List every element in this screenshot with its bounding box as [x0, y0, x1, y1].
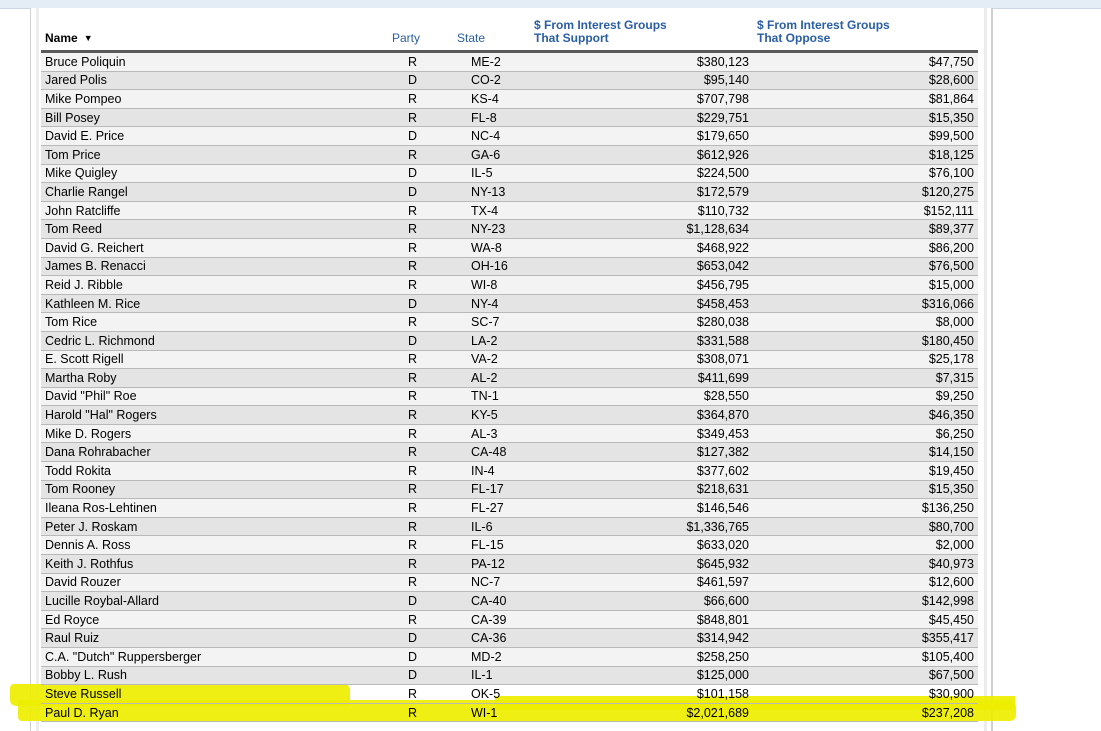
party-cell: R	[388, 257, 453, 276]
party-cell: R	[388, 443, 453, 462]
state-cell: AL-2	[453, 369, 530, 388]
state-cell: NC-7	[453, 573, 530, 592]
table-row	[41, 108, 978, 127]
support-amount-cell: $612,926	[530, 145, 753, 164]
table-row	[41, 71, 978, 90]
oppose-amount-cell: $15,000	[753, 276, 978, 295]
oppose-amount-cell: $6,250	[753, 424, 978, 443]
support-amount-cell: $179,650	[530, 127, 753, 146]
party-cell: R	[388, 108, 453, 127]
table-row	[41, 220, 978, 239]
table-row	[41, 536, 978, 555]
state-cell: IL-6	[453, 517, 530, 536]
table-row	[41, 52, 978, 72]
name-cell[interactable]: Bobby L. Rush	[41, 666, 388, 685]
column-header-name-label: Name	[45, 31, 78, 45]
oppose-amount-cell: $136,250	[753, 499, 978, 518]
oppose-amount-cell: $19,450	[753, 462, 978, 481]
oppose-amount-cell: $152,111	[753, 201, 978, 220]
state-cell: NC-4	[453, 127, 530, 146]
state-cell: FL-15	[453, 536, 530, 555]
column-header-support[interactable]	[530, 8, 753, 52]
table-row	[41, 424, 978, 443]
oppose-amount-cell: $180,450	[753, 331, 978, 350]
support-amount-cell: $380,123	[530, 52, 753, 72]
state-cell: VA-2	[453, 350, 530, 369]
table-row	[41, 164, 978, 183]
name-cell[interactable]: Dana Rohrabacher	[41, 443, 388, 462]
support-amount-cell: $411,699	[530, 369, 753, 388]
state-cell: WA-8	[453, 238, 530, 257]
name-cell[interactable]: Mike Pompeo	[41, 90, 388, 109]
table-row	[41, 145, 978, 164]
name-cell[interactable]: Ed Royce	[41, 610, 388, 629]
name-cell[interactable]: James B. Renacci	[41, 257, 388, 276]
column-header-state[interactable]	[453, 8, 530, 52]
support-amount-cell: $146,546	[530, 499, 753, 518]
party-cell: R	[388, 536, 453, 555]
column-header-party[interactable]	[388, 8, 453, 52]
support-amount-cell: $633,020	[530, 536, 753, 555]
support-amount-cell: $645,932	[530, 555, 753, 574]
oppose-amount-cell: $30,900	[753, 685, 978, 704]
name-cell[interactable]: Charlie Rangel	[41, 183, 388, 202]
table-row	[41, 406, 978, 425]
support-amount-cell: $848,801	[530, 610, 753, 629]
oppose-amount-cell: $9,250	[753, 387, 978, 406]
name-cell[interactable]: Tom Reed	[41, 220, 388, 239]
table-row	[41, 294, 978, 313]
support-amount-cell: $468,922	[530, 238, 753, 257]
oppose-amount-cell: $2,000	[753, 536, 978, 555]
table-row	[41, 90, 978, 109]
party-cell: R	[388, 573, 453, 592]
party-cell: R	[388, 238, 453, 257]
oppose-amount-cell: $105,400	[753, 648, 978, 667]
table-row	[41, 331, 978, 350]
state-cell: IN-4	[453, 462, 530, 481]
oppose-amount-cell: $99,500	[753, 127, 978, 146]
support-amount-cell: $707,798	[530, 90, 753, 109]
oppose-amount-cell: $7,315	[753, 369, 978, 388]
oppose-amount-cell: $237,208	[753, 703, 978, 722]
table-row	[41, 480, 978, 499]
table-row	[41, 648, 978, 667]
state-cell: ME-2	[453, 52, 530, 72]
name-cell[interactable]: Raul Ruiz	[41, 629, 388, 648]
oppose-amount-cell: $67,500	[753, 666, 978, 685]
party-cell: R	[388, 424, 453, 443]
name-cell[interactable]: Tom Rice	[41, 313, 388, 332]
oppose-amount-cell: $120,275	[753, 183, 978, 202]
name-cell[interactable]: David "Phil" Roe	[41, 387, 388, 406]
table-row	[41, 127, 978, 146]
party-cell: R	[388, 350, 453, 369]
oppose-amount-cell: $142,998	[753, 592, 978, 611]
oppose-amount-cell: $47,750	[753, 52, 978, 72]
oppose-amount-cell: $355,417	[753, 629, 978, 648]
state-cell: OK-5	[453, 685, 530, 704]
party-cell: R	[388, 220, 453, 239]
table-row	[41, 592, 978, 611]
table-row	[41, 387, 978, 406]
party-cell: R	[388, 387, 453, 406]
column-header-oppose-line1: $ From Interest Groups	[757, 18, 890, 32]
state-cell: NY-4	[453, 294, 530, 313]
table-row	[41, 517, 978, 536]
table-row	[41, 555, 978, 574]
column-header-oppose[interactable]	[753, 8, 978, 52]
oppose-amount-cell: $15,350	[753, 480, 978, 499]
oppose-amount-cell: $28,600	[753, 71, 978, 90]
name-cell[interactable]: C.A. "Dutch" Ruppersberger	[41, 648, 388, 667]
table-row	[41, 666, 978, 685]
table-row	[41, 685, 978, 704]
party-cell: R	[388, 555, 453, 574]
party-cell: D	[388, 592, 453, 611]
state-cell: PA-12	[453, 555, 530, 574]
party-cell: D	[388, 666, 453, 685]
name-cell[interactable]: E. Scott Rigell	[41, 350, 388, 369]
state-cell: FL-27	[453, 499, 530, 518]
party-cell: R	[388, 685, 453, 704]
table-body	[41, 52, 978, 722]
name-cell[interactable]: David G. Reichert	[41, 238, 388, 257]
party-cell: R	[388, 406, 453, 425]
support-amount-cell: $280,038	[530, 313, 753, 332]
support-amount-cell: $218,631	[530, 480, 753, 499]
state-cell: TX-4	[453, 201, 530, 220]
party-cell: D	[388, 294, 453, 313]
name-cell[interactable]: Todd Rokita	[41, 462, 388, 481]
oppose-amount-cell: $76,100	[753, 164, 978, 183]
table-row	[41, 369, 978, 388]
party-cell: R	[388, 313, 453, 332]
name-cell[interactable]: Kathleen M. Rice	[41, 294, 388, 313]
table-row	[41, 257, 978, 276]
oppose-amount-cell: $76,500	[753, 257, 978, 276]
oppose-amount-cell: $81,864	[753, 90, 978, 109]
oppose-amount-cell: $15,350	[753, 108, 978, 127]
oppose-amount-cell: $45,450	[753, 610, 978, 629]
name-cell[interactable]: Mike D. Rogers	[41, 424, 388, 443]
support-amount-cell: $349,453	[530, 424, 753, 443]
oppose-amount-cell: $12,600	[753, 573, 978, 592]
state-cell: OH-16	[453, 257, 530, 276]
party-cell: R	[388, 201, 453, 220]
table-row	[41, 276, 978, 295]
table-row	[41, 201, 978, 220]
support-amount-cell: $28,550	[530, 387, 753, 406]
party-cell: D	[388, 164, 453, 183]
state-cell: IL-5	[453, 164, 530, 183]
state-cell: NY-13	[453, 183, 530, 202]
party-cell: D	[388, 648, 453, 667]
state-cell: CO-2	[453, 71, 530, 90]
support-amount-cell: $101,158	[530, 685, 753, 704]
sort-descending-icon[interactable]: ▼	[83, 33, 93, 43]
party-cell: D	[388, 127, 453, 146]
state-cell: CA-36	[453, 629, 530, 648]
table-row	[41, 629, 978, 648]
state-cell: GA-6	[453, 145, 530, 164]
state-cell: KS-4	[453, 90, 530, 109]
support-amount-cell: $461,597	[530, 573, 753, 592]
table-header-row	[41, 8, 978, 52]
support-amount-cell: $95,140	[530, 71, 753, 90]
party-cell: D	[388, 629, 453, 648]
name-cell[interactable]: Bill Posey	[41, 108, 388, 127]
state-cell: LA-2	[453, 331, 530, 350]
name-cell[interactable]: Martha Roby	[41, 369, 388, 388]
party-cell: D	[388, 331, 453, 350]
candidates-table	[41, 8, 978, 722]
state-cell: TN-1	[453, 387, 530, 406]
column-header-support-line1: $ From Interest Groups	[534, 18, 667, 32]
party-cell: R	[388, 90, 453, 109]
table-row	[41, 703, 978, 722]
party-cell: R	[388, 610, 453, 629]
table-row	[41, 238, 978, 257]
name-cell[interactable]: Harold "Hal" Rogers	[41, 406, 388, 425]
state-cell: CA-48	[453, 443, 530, 462]
support-amount-cell: $314,942	[530, 629, 753, 648]
name-cell[interactable]: John Ratcliffe	[41, 201, 388, 220]
table-row	[41, 313, 978, 332]
oppose-amount-cell: $8,000	[753, 313, 978, 332]
name-cell[interactable]: Tom Price	[41, 145, 388, 164]
column-header-state-label: State	[457, 31, 486, 45]
state-cell: FL-17	[453, 480, 530, 499]
support-amount-cell: $458,453	[530, 294, 753, 313]
name-cell[interactable]: Mike Quigley	[41, 164, 388, 183]
party-cell: R	[388, 517, 453, 536]
oppose-amount-cell: $25,178	[753, 350, 978, 369]
party-cell: D	[388, 183, 453, 202]
party-cell: D	[388, 71, 453, 90]
support-amount-cell: $66,600	[530, 592, 753, 611]
support-amount-cell: $224,500	[530, 164, 753, 183]
state-cell: IL-1	[453, 666, 530, 685]
table-row	[41, 183, 978, 202]
support-amount-cell: $172,579	[530, 183, 753, 202]
support-amount-cell: $377,602	[530, 462, 753, 481]
support-amount-cell: $110,732	[530, 201, 753, 220]
candidates-table-panel	[41, 8, 978, 722]
state-cell: WI-8	[453, 276, 530, 295]
party-cell: R	[388, 52, 453, 72]
oppose-amount-cell: $80,700	[753, 517, 978, 536]
state-cell: FL-8	[453, 108, 530, 127]
oppose-amount-cell: $14,150	[753, 443, 978, 462]
table-row	[41, 610, 978, 629]
name-cell[interactable]: Lucille Roybal-Allard	[41, 592, 388, 611]
party-cell: R	[388, 369, 453, 388]
name-cell[interactable]: Bruce Poliquin	[41, 52, 388, 72]
support-amount-cell: $331,588	[530, 331, 753, 350]
support-amount-cell: $364,870	[530, 406, 753, 425]
party-cell: R	[388, 276, 453, 295]
name-cell[interactable]: Jared Polis	[41, 71, 388, 90]
table-row	[41, 443, 978, 462]
support-amount-cell: $229,751	[530, 108, 753, 127]
support-amount-cell: $258,250	[530, 648, 753, 667]
table-row	[41, 499, 978, 518]
support-amount-cell: $308,071	[530, 350, 753, 369]
party-cell: R	[388, 499, 453, 518]
party-cell: R	[388, 145, 453, 164]
support-amount-cell: $127,382	[530, 443, 753, 462]
state-cell: KY-5	[453, 406, 530, 425]
name-cell[interactable]: David E. Price	[41, 127, 388, 146]
state-cell: MD-2	[453, 648, 530, 667]
support-amount-cell: $2,021,689	[530, 703, 753, 722]
oppose-amount-cell: $40,973	[753, 555, 978, 574]
support-amount-cell: $456,795	[530, 276, 753, 295]
name-cell[interactable]: Dennis A. Ross	[41, 536, 388, 555]
name-cell[interactable]: Steve Russell	[41, 685, 388, 704]
state-cell: CA-40	[453, 592, 530, 611]
name-cell[interactable]: Tom Rooney	[41, 480, 388, 499]
oppose-amount-cell: $18,125	[753, 145, 978, 164]
name-cell[interactable]: Keith J. Rothfus	[41, 555, 388, 574]
oppose-amount-cell: $46,350	[753, 406, 978, 425]
name-cell[interactable]: Ileana Ros-Lehtinen	[41, 499, 388, 518]
table-row	[41, 573, 978, 592]
oppose-amount-cell: $86,200	[753, 238, 978, 257]
table-row	[41, 350, 978, 369]
name-cell[interactable]: David Rouzer	[41, 573, 388, 592]
column-header-oppose-line2: That Oppose	[757, 31, 831, 45]
name-cell[interactable]: Reid J. Ribble	[41, 276, 388, 295]
party-cell: R	[388, 480, 453, 499]
support-amount-cell: $653,042	[530, 257, 753, 276]
name-cell[interactable]: Peter J. Roskam	[41, 517, 388, 536]
support-amount-cell: $1,336,765	[530, 517, 753, 536]
table-row	[41, 462, 978, 481]
column-header-party-label: Party	[392, 31, 421, 45]
name-cell[interactable]: Paul D. Ryan	[41, 703, 388, 722]
column-header-support-line2: That Support	[534, 31, 609, 45]
oppose-amount-cell: $316,066	[753, 294, 978, 313]
state-cell: CA-39	[453, 610, 530, 629]
column-header-name[interactable]	[41, 8, 388, 52]
state-cell: AL-3	[453, 424, 530, 443]
party-cell: R	[388, 703, 453, 722]
name-cell[interactable]: Cedric L. Richmond	[41, 331, 388, 350]
support-amount-cell: $1,128,634	[530, 220, 753, 239]
party-cell: R	[388, 462, 453, 481]
state-cell: SC-7	[453, 313, 530, 332]
state-cell: WI-1	[453, 703, 530, 722]
oppose-amount-cell: $89,377	[753, 220, 978, 239]
state-cell: NY-23	[453, 220, 530, 239]
support-amount-cell: $125,000	[530, 666, 753, 685]
